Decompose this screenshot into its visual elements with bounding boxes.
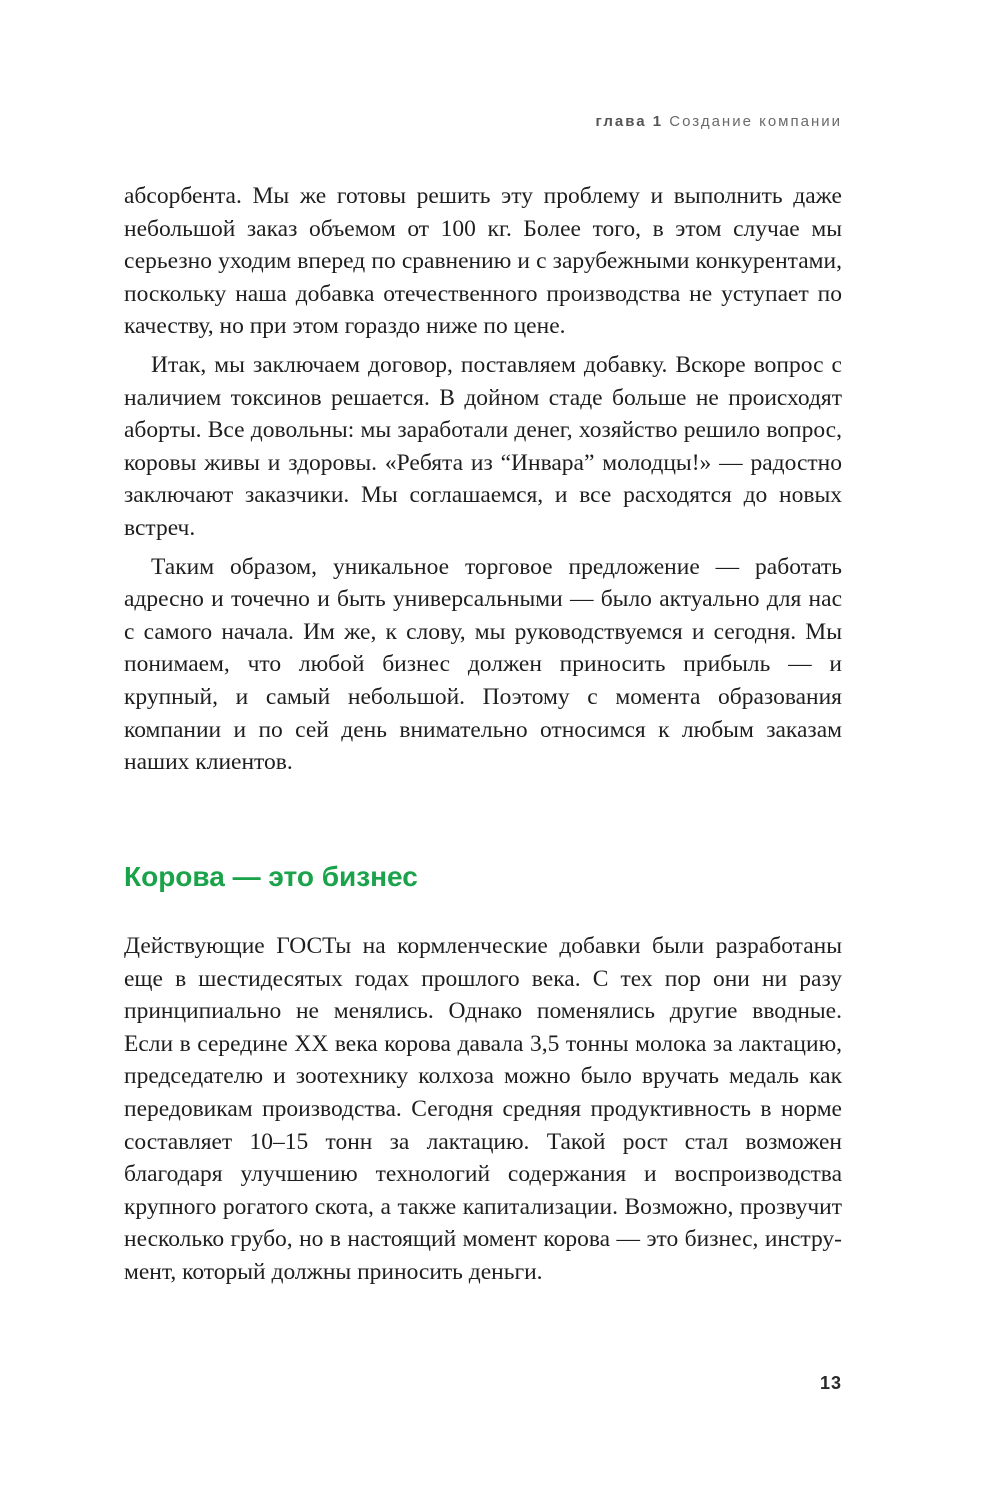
chapter-number: глава 1	[595, 113, 664, 130]
running-head	[595, 113, 842, 130]
paragraph: абсорбента. Мы же готовы решить эту проблему и выполнить даже небольшой заказ объемом от 100 кг. Более того, в этом случае мы серьезно уходим вперед по сравнению и с зарубежными конкурентами, поскольку наша добавка отечественного производства не уступает по качеству, но при этом гораздо ниже по цене.	[124, 183, 842, 340]
body-text-top	[124, 180, 842, 779]
section-heading: Корова — это бизнес	[124, 861, 418, 892]
paragraph: Итак, мы заключаем договор, поставляем добавку. Вскоре вопрос с наличием токсинов решается. В дойном стаде больше не происходят аборты. Все довольны: мы заработали денег, хозяйство решило вопрос, коровы живы и здоровы. «Ребята из “Инвара” молодцы!» — радостно заключают заказчики. Мы соглашаемся, и все расходятся до новых встреч.	[124, 351, 842, 541]
body-text-section	[124, 930, 842, 1289]
chapter-title: Создание компании	[669, 113, 842, 130]
paragraph: Действующие ГОСТы на кормленческие добавки были разработаны еще в шестидесятых годах прошлого века. С тех пор они ни разу принципиально не менялись. Однако поменялись другие вводные. Если в середине XX века корова давала 3,5 тонны молока за лактацию, председателю и зоотехнику колхоза можно было вручать медаль как передовикам производства. Сегодня средняя продуктивность в норме составляет 10–15 тонн за лактацию. Такой рост стал возможен благодаря улучшению технологий содержания и воспроизводства крупного рогатого скота, а также капитализации. Возможно, прозвучит несколько грубо, но в настоящий момент корова — это бизнес, инструмент, который должны приносить деньги.	[124, 933, 842, 1285]
page-number: 13	[819, 1373, 842, 1393]
paragraph: Таким образом, уникальное торговое предложение — работать адресно и точечно и быть универсальными — было актуально для нас с самого начала. Им же, к слову, мы руководствуемся и сегодня. Мы понимаем, что любой бизнес должен приносить прибыль — и крупный, и самый небольшой. Поэтому с момента образования компании и по сей день внимательно относимся к любым заказам наших клиентов.	[124, 553, 842, 776]
